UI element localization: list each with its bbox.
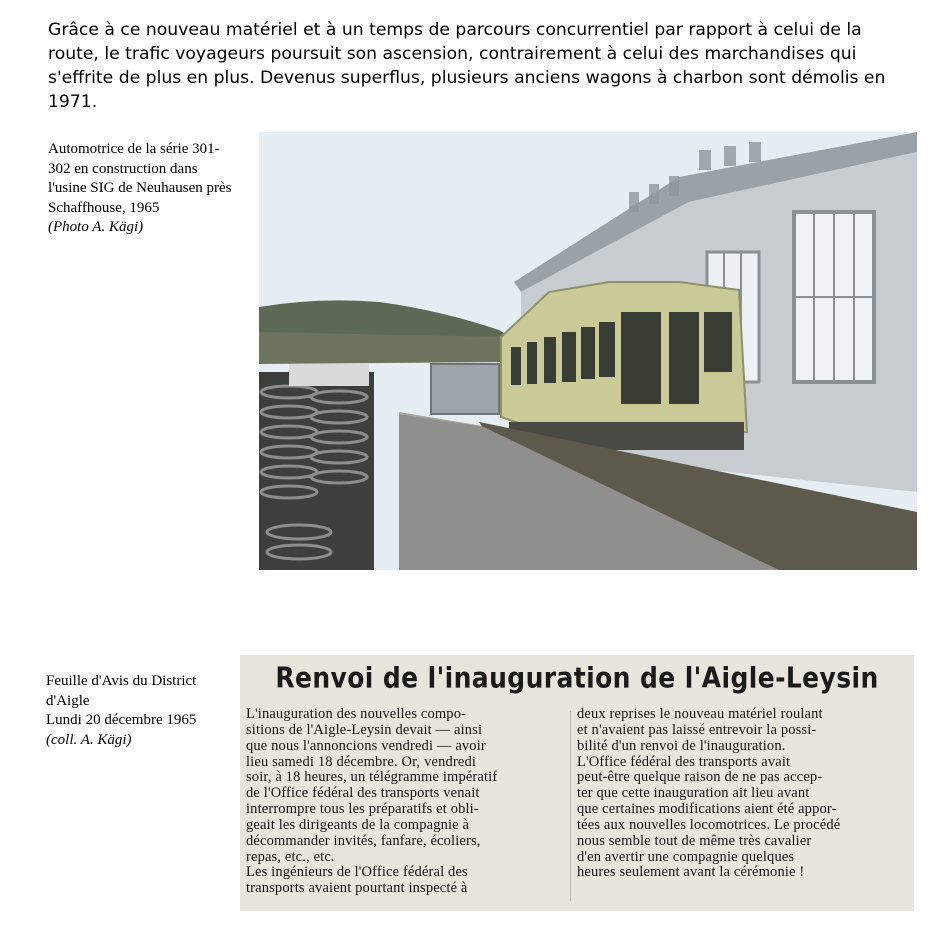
railcar-factory-photo (259, 132, 917, 570)
article-line: geait les dirigeants de la compagnie à (246, 816, 470, 833)
article-line: tées aux nouvelles locomotrices. Le procédé (577, 816, 841, 833)
clipping-column-right (577, 707, 899, 881)
clipping-headline: Renvoi de l'inauguration de l'Aigle-Leysin (275, 660, 879, 695)
column-divider (570, 711, 571, 901)
photo-caption (48, 140, 258, 238)
photo-credit: (Photo A. Kägi) (48, 219, 144, 235)
clipping-caption (46, 672, 241, 750)
article-line: peut-être quelque raison de ne pas accep- (577, 769, 823, 786)
article-line: soir, à 18 heures, un télégramme impératif (246, 769, 498, 786)
clipping-caption-line: Feuille d'Avis du District (46, 673, 197, 689)
article-line: L'Office fédéral des transports avait (577, 753, 791, 770)
article-line: transports avaient pourtant inspecté à (246, 880, 468, 897)
article-line: nous semble tout de même très cavalier (577, 832, 812, 849)
article-line: et n'avaient pas laissé entrevoir la possi- (577, 721, 817, 738)
photo-caption-line: Schaffhouse, 1965 (48, 199, 160, 216)
clipping-caption-line: d'Aigle (46, 692, 90, 709)
article-line: de l'Office fédéral des transports venait (246, 785, 480, 802)
article-line: heures seulement avant la cérémonie ! (577, 864, 805, 881)
article-line: décommander invités, fanfare, écoliers, (246, 832, 481, 849)
clipping-column-left (246, 707, 562, 897)
photo-caption-line: l'usine SIG de Neuhausen près (48, 180, 232, 196)
article-line: que nous l'annoncions vendredi — avoir (246, 737, 486, 754)
article-line: d'en avertir une compagnie quelques (577, 848, 795, 865)
article-line: ter que cette inauguration ait lieu avant (577, 785, 810, 802)
article-line: que certaines modifications aient été appor- (577, 801, 837, 818)
intro-paragraph: Grâce à ce nouveau matériel et à un temps de parcours concurrentiel par rapport à celui de la route, le trafic voyageurs poursuit son ascension, contrairement à celui des marchandises qui s'effrite de plus en plus. Devenus superflus, plusieurs anciens wagons à charbon sont démolis en 1971. (48, 20, 886, 112)
newspaper-clipping (240, 655, 914, 911)
article-line: sitions de l'Aigle-Leysin devait — ainsi (246, 721, 483, 738)
photo-caption-line: Automotrice de la série 301- (48, 141, 220, 157)
clipping-caption-line: Lundi 20 décembre 1965 (46, 712, 197, 728)
article-line: repas, etc., etc. (246, 848, 335, 865)
article-line: bilité d'un renvoi de l'inauguration. (577, 737, 786, 754)
article-line: interrompre tous les préparatifs et obli- (246, 801, 479, 818)
article-line: L'inauguration des nouvelles compo- (246, 706, 467, 722)
clipping-credit: (coll. A. Kägi) (46, 731, 132, 748)
article-line: deux reprises le nouveau matériel roulant (577, 706, 823, 722)
photo-illustration (259, 132, 917, 570)
article-line: Les ingénieurs de l'Office fédéral des (246, 864, 468, 881)
photo-caption-line: 302 en construction dans (48, 160, 198, 177)
article-line: lieu samedi 18 décembre. Or, vendredi (246, 753, 477, 770)
